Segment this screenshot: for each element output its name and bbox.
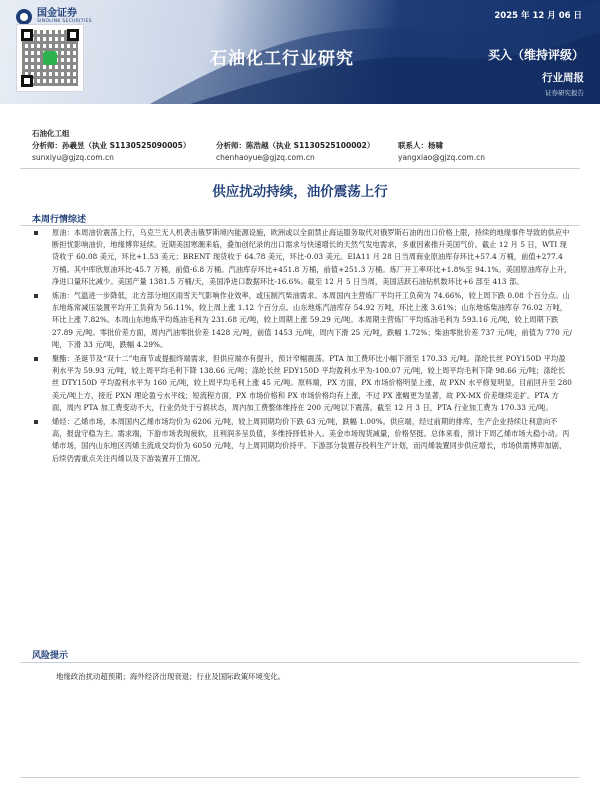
- report-header: [0, 0, 600, 104]
- report-date: 2025 年 12 月 06 日: [494, 11, 582, 21]
- report-subtitle: 证券研究报告: [545, 89, 584, 97]
- rating-badge: 买入（维持评级）: [487, 48, 584, 62]
- list-item-polyester: 聚酯：圣诞节及“双十二”电商节或提振终端需求，但供应端亦有提升，预计窄幅震荡。PTA 加工费环比小幅下滑至 170.33 元/吨。涤纶长丝 POY150D 平均盈利水平为 59.93 元/吨，较上周平均毛利下降 138.66 元/吨；涤纶长丝 FDY150D 平均盈利水平为-100.07 元/吨，较上周平均毛利下降 98.66 元/吨；涤纶长丝 DTY150D 平均盈利水平为 160 元/吨，较上周平均毛利上涨 45 元/吨。原料端，PX 方面，PX 市场价格明显上涨，故 PXN 水平修复明显，目前回升至 280 美元/吨上方，接近 PXN 理论盈亏水平线；短流程方面，PX 市场价格和 PX 市场价格均有上涨，不过 PX 涨幅更为显著，故 PX-MX 价差继续走扩。PTA 方面，周内 PTA 加工费变动不大，行业仍处于亏损状态，周内加工费整体维持在 200 元/吨以下震荡。截至 12 月 3 日，PTA 行业加工费为 170.33 元/吨。: [32, 353, 572, 414]
- list-item-olefins: 烯烃：乙烯市场，本周国内乙烯市场均价为 6206 元/吨，较上周同期均价下跌 63 元/吨，跌幅 1.00%。供应端，经过前期的排库，生产企业持续让利意向不高，报盘守稳为主。需求端，下游市场表现疲软，且利润多呈负值，多维持择低补入。美金市场现货减量，价格坚挺。总体来看，预计下周乙烯市场大稳小动。丙烯市场，国内山东地区丙烯主流成交均价为 6050 元/吨，与上周同期均价持平。下游部分装置存投料生产计划，而丙烯装置同步供应增长，市场供需博弈加剧，后续仍需重点关注丙烯以及下游装置开工情况。: [32, 416, 572, 465]
- brand-logo: [16, 8, 92, 25]
- logo-icon: [16, 9, 32, 25]
- contact-name: 杨啸: [428, 141, 443, 150]
- divider: [20, 168, 580, 169]
- footer-divider: [20, 777, 580, 778]
- report-title: 石油化工行业研究: [210, 49, 354, 69]
- divider: [20, 662, 580, 663]
- analyst-email[interactable]: sunxiyu@gjzq.com.cn: [32, 153, 114, 162]
- analyst-email[interactable]: chenhaoyue@gjzq.com.cn: [216, 153, 315, 162]
- section-heading-risk: 风险提示: [32, 651, 69, 661]
- main-title: 供应扰动持续，油价震荡上行: [212, 184, 388, 200]
- summary-list: [32, 227, 572, 467]
- divider: [20, 225, 580, 226]
- wechat-icon: [43, 51, 57, 65]
- contact-card: 联系人：杨啸 yangxiao@gjzq.com.cn: [398, 141, 485, 162]
- list-item-crude: 原油：本周油价震荡上行，乌克兰无人机袭击俄罗斯境内能源设施，欧洲或以全面禁止海运服务取代对俄罗斯石油的出口价格上限，持续的地缘事件导致的供应中断担忧影响油价，地缘博弈延续。近期美国寒潮来临，叠加创纪录的出口需求与快速增长的天然气发电需求，多重因素推升美国气价。截止 12 月 5 日，WTI 现货收于 60.08 美元，环比+1.53 美元；BRENT 现货收于 64.78 美元，环比-0.03 美元。EIA11 月 28 日当周商业原油库存环比+57.4 万桶，前值+277.4 万桶。其中库欣原油环比-45.7 万桶，前值-6.8 万桶。汽油库存环比+451.8 万桶，前值+251.3 万桶。炼厂开工率环比+1.8%至 94.1%。美国原油库存上升，净进口量环比减少。美国产量 1381.5 万桶/天，美国净进口数据环比-16.6%。截至 12 月 5 日当周，美国活跃石油钻机数环比+6 部至 413 部。: [32, 227, 572, 288]
- logo-name-en: SINOLINK SECURITIES: [37, 19, 92, 24]
- analyst-name: 陈浩越（执业 S1130525100002）: [246, 141, 375, 150]
- analyst-card: 分析师：孙羲昱（执业 S1130525090005） sunxiyu@gjzq.com.cn: [32, 141, 191, 162]
- risk-text: 地缘政治扰动超预期；海外经济出现衰退；行业及国际政策环境变化。: [56, 672, 286, 681]
- contact-email[interactable]: yangxiao@gjzq.com.cn: [398, 153, 485, 162]
- analyst-name: 孙羲昱（执业 S1130525090005）: [62, 141, 191, 150]
- logo-name-cn: 国金证券: [37, 8, 77, 19]
- analyst-card: 分析师：陈浩越（执业 S1130525100002） chenhaoyue@gjzq.com.cn: [216, 141, 375, 162]
- section-heading-summary: 本周行情综述: [32, 215, 87, 225]
- list-item-refining: 炼油：气温进一步降低，北方部分地区雨雪天气影响作业效率，或压制汽柴油需求。本周国内主营炼厂平均开工负荷为 74.66%，较上周下跌 0.08 个百分点。山东地炼常减压装置平均开工负荷为 56.11%，较上周上涨 1.12 个百分点。山东地炼汽油库存 54.92 万吨，环比上涨 3.61%；山东地炼柴油库存 76.02 万吨，环比上涨 7.82%。本周山东地炼平均炼油毛利为 231.68 元/吨，较上周期上涨 59.29 元/吨。本周期主营炼厂平均炼油毛利为 593.16 元/吨，较上周期下跌 27.89 元/吨。零批价差方面，周内汽油零批价差 1428 元/吨，前值 1453 元/吨，周内下滑 25 元/吨，跌幅 1.72%；柴油零批价差 737 元/吨，前值为 770 元/吨，下滑 33 元/吨，跌幅 4.29%。: [32, 290, 572, 351]
- qr-code: [16, 24, 84, 92]
- report-type: 行业周报: [542, 72, 584, 84]
- team-name: 石油化工组: [32, 129, 70, 138]
